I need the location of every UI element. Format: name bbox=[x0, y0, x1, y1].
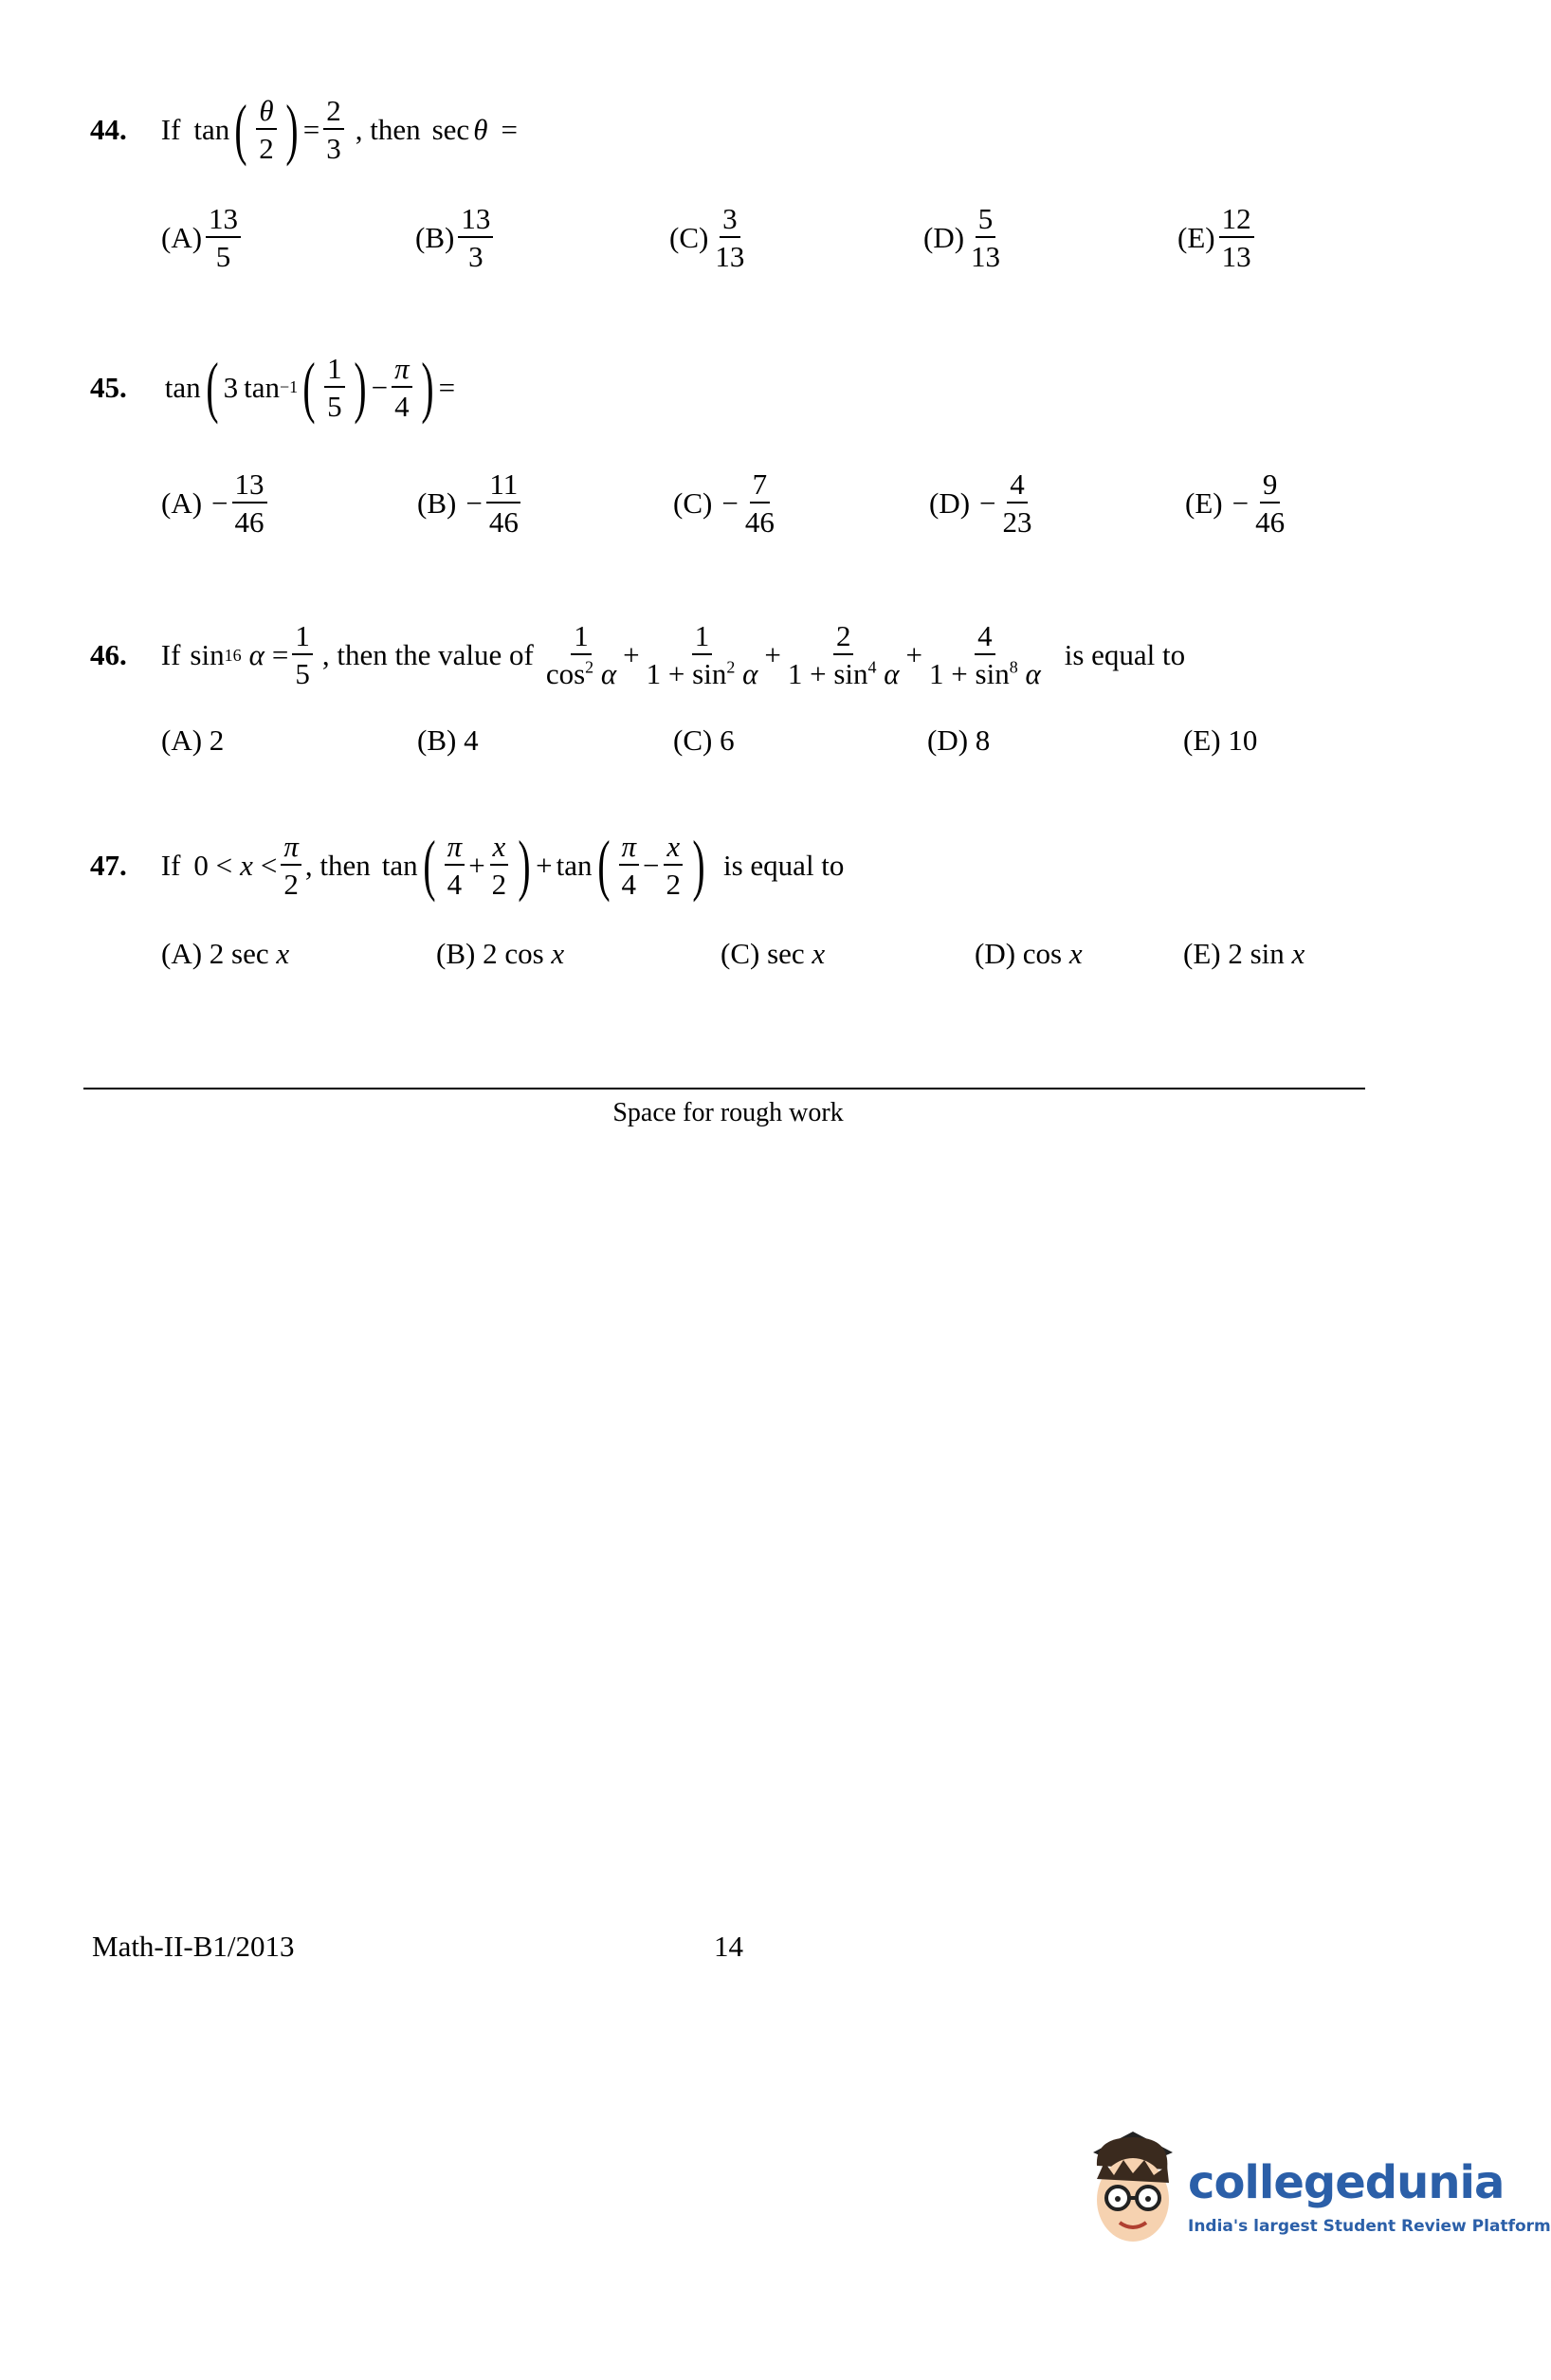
option-c[interactable]: (C) 6 bbox=[673, 723, 735, 757]
option-e[interactable]: (E) 10 bbox=[1183, 723, 1258, 757]
option-a[interactable]: (A) $\frac{13}{5}$ bbox=[161, 204, 415, 271]
question-number: 45. bbox=[90, 370, 127, 404]
question-number: 47. bbox=[90, 848, 127, 882]
option-d[interactable]: (D) cos x bbox=[975, 937, 1083, 970]
options-44 bbox=[161, 204, 1337, 271]
question-number: 46. bbox=[90, 638, 127, 671]
option-c[interactable]: (C) sec x bbox=[721, 937, 826, 970]
option-b[interactable]: (B) 4 bbox=[417, 723, 479, 757]
option-b[interactable]: (B) − $\frac{11}{46}$ bbox=[417, 469, 673, 537]
question-47: 47. If 0 < x < $\frac{\pi}{2}$ , then tan ( $\frac{\pi}{4}$ + $\frac{x}{2}$ ) + tan ( $\frac{\pi}{4}$ − $\frac{x}{2}$ ) is equal to bbox=[90, 827, 845, 903]
option-c[interactable]: (C) − $\frac{7}{46}$ bbox=[673, 467, 775, 539]
rough-work-label: Space for rough work bbox=[612, 1098, 844, 1127]
option-a[interactable]: (A) 2 bbox=[161, 723, 225, 757]
options-46 bbox=[161, 725, 1346, 755]
collegedunia-watermark bbox=[1076, 2124, 1551, 2257]
page-number: 14 bbox=[714, 1930, 743, 1963]
mascot-icon bbox=[1076, 2124, 1190, 2257]
question-45: 45. tan ( 3 tan −1 ( $\frac{1}{5}$ ) − $\frac{\pi}{4}$ ) = bbox=[90, 349, 456, 425]
option-b[interactable]: (B) 2 cos x bbox=[436, 937, 565, 970]
option-e[interactable]: (E) $\frac{12}{13}$ bbox=[1177, 204, 1258, 271]
question-46: 46. If sin 16 α = $\frac{1}{5}$ , then the value of $\frac{1}{\cos^2 \alpha}$ + $\frac{1}{1 + \sin^2 \alpha}$ + $\frac{2}{1 + \sin^4 \alpha}$ + $\frac{4}{1 + \sin^8 \alpha}$ is equal to bbox=[90, 619, 1186, 690]
options-45 bbox=[161, 469, 1346, 537]
option-e[interactable]: (E) 2 sin x bbox=[1183, 937, 1305, 970]
brand-name: collegedunia bbox=[1188, 2156, 1505, 2209]
rough-work-divider bbox=[83, 1088, 1365, 1089]
option-a[interactable]: (A) 2 sec x bbox=[161, 937, 290, 970]
option-e[interactable]: (E) − $\frac{9}{46}$ bbox=[1185, 467, 1286, 539]
option-d[interactable]: (D) − $\frac{4}{23}$ bbox=[929, 467, 1032, 539]
paper-code: Math-II-B1/2013 bbox=[92, 1930, 295, 1963]
option-d[interactable]: (D) $\frac{5}{13}$ bbox=[923, 202, 1001, 273]
option-a[interactable]: (A) − $\frac{13}{46}$ bbox=[161, 469, 417, 537]
brand-tagline: India's largest Student Review Platform bbox=[1188, 2217, 1551, 2236]
option-b[interactable]: (B) $\frac{13}{3}$ bbox=[415, 204, 669, 271]
options-47 bbox=[161, 939, 1346, 968]
option-d[interactable]: (D) 8 bbox=[927, 723, 991, 757]
question-number: 44. bbox=[90, 112, 127, 146]
question-44: 44. If tan ( $\frac{\theta}{2}$ ) = $\frac{2}{3}$ , then sec θ = bbox=[90, 91, 518, 167]
option-c[interactable]: (C) $\frac{3}{13}$ bbox=[669, 202, 745, 273]
